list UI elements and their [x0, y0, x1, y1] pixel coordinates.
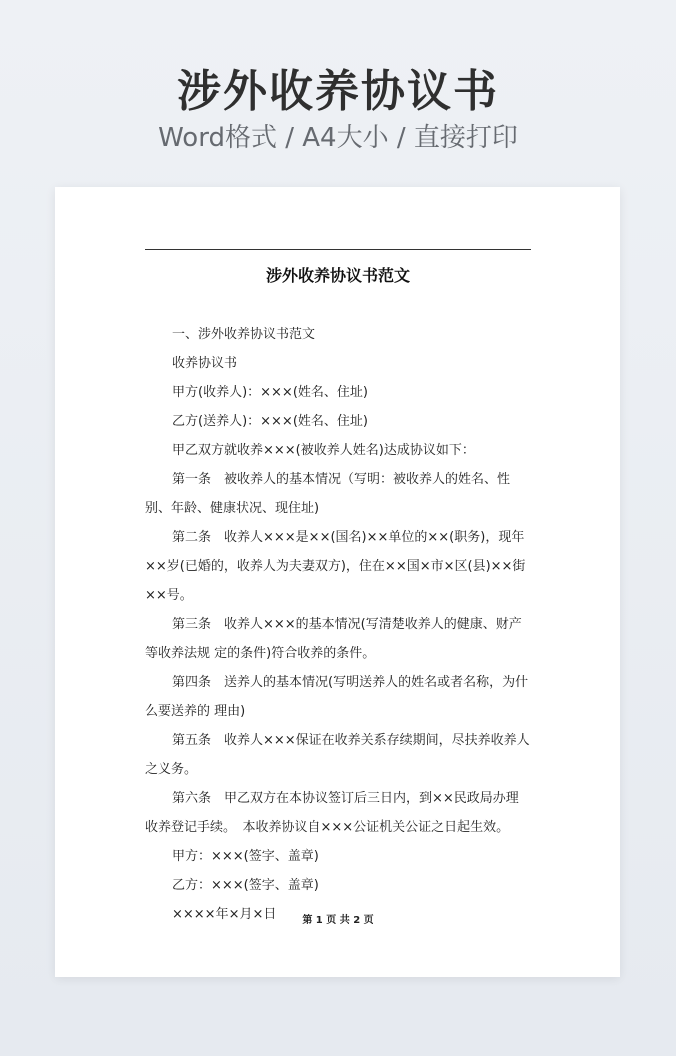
- paragraph: 第五条 收养人×××保证在收养关系存续期间，尽扶养收养人之义务。: [145, 733, 530, 777]
- page-title: 涉外收养协议书: [177, 66, 499, 117]
- paragraph: 第六条 甲乙双方在本协议签订后三日内，到××民政局办理收养登记手续。 本收养协议自×××公证机关公证之日起生效。: [145, 791, 519, 835]
- paragraph: 甲方(收养人)：×××(姓名、住址): [172, 385, 368, 400]
- header-rule: [145, 249, 531, 250]
- paragraph: 乙方(送养人)：×××(姓名、住址): [172, 414, 368, 429]
- page-number: 第 1 页 共 2 页: [302, 915, 374, 926]
- paragraph: 第一条 被收养人的基本情况（写明：被收养人的姓名、性别、年龄、健康状况、现住址): [145, 472, 511, 516]
- document-body: [145, 320, 531, 929]
- paragraph: 第二条 收养人×××是××(国名)××单位的××(职务)，现年××岁(已婚的，收养人为夫妻双方)，住在××国×市×区(县)××街××号。: [145, 530, 526, 603]
- paragraph: 甲方：×××(签字、盖章): [172, 849, 319, 864]
- document-title: 涉外收养协议书范文: [265, 266, 410, 285]
- paragraph: 收养协议书: [172, 356, 238, 371]
- paragraph: ××××年×月×日: [172, 907, 277, 922]
- paragraph: 第三条 收养人×××的基本情况(写清楚收养人的健康、财产等收养法规 定的条件)符合收养的条件。: [145, 617, 522, 661]
- paragraph: 乙方：×××(签字、盖章): [172, 878, 319, 893]
- document-page: [55, 187, 620, 977]
- paragraph: 甲乙双方就收养×××(被收养人姓名)达成协议如下：: [172, 443, 475, 458]
- paragraph: 第四条 送养人的基本情况(写明送养人的姓名或者名称，为什么要送养的 理由): [145, 675, 529, 719]
- paragraph: 一、涉外收养协议书范文: [172, 327, 316, 342]
- page-subtitle: Word格式 / A4大小 / 直接打印: [158, 123, 518, 153]
